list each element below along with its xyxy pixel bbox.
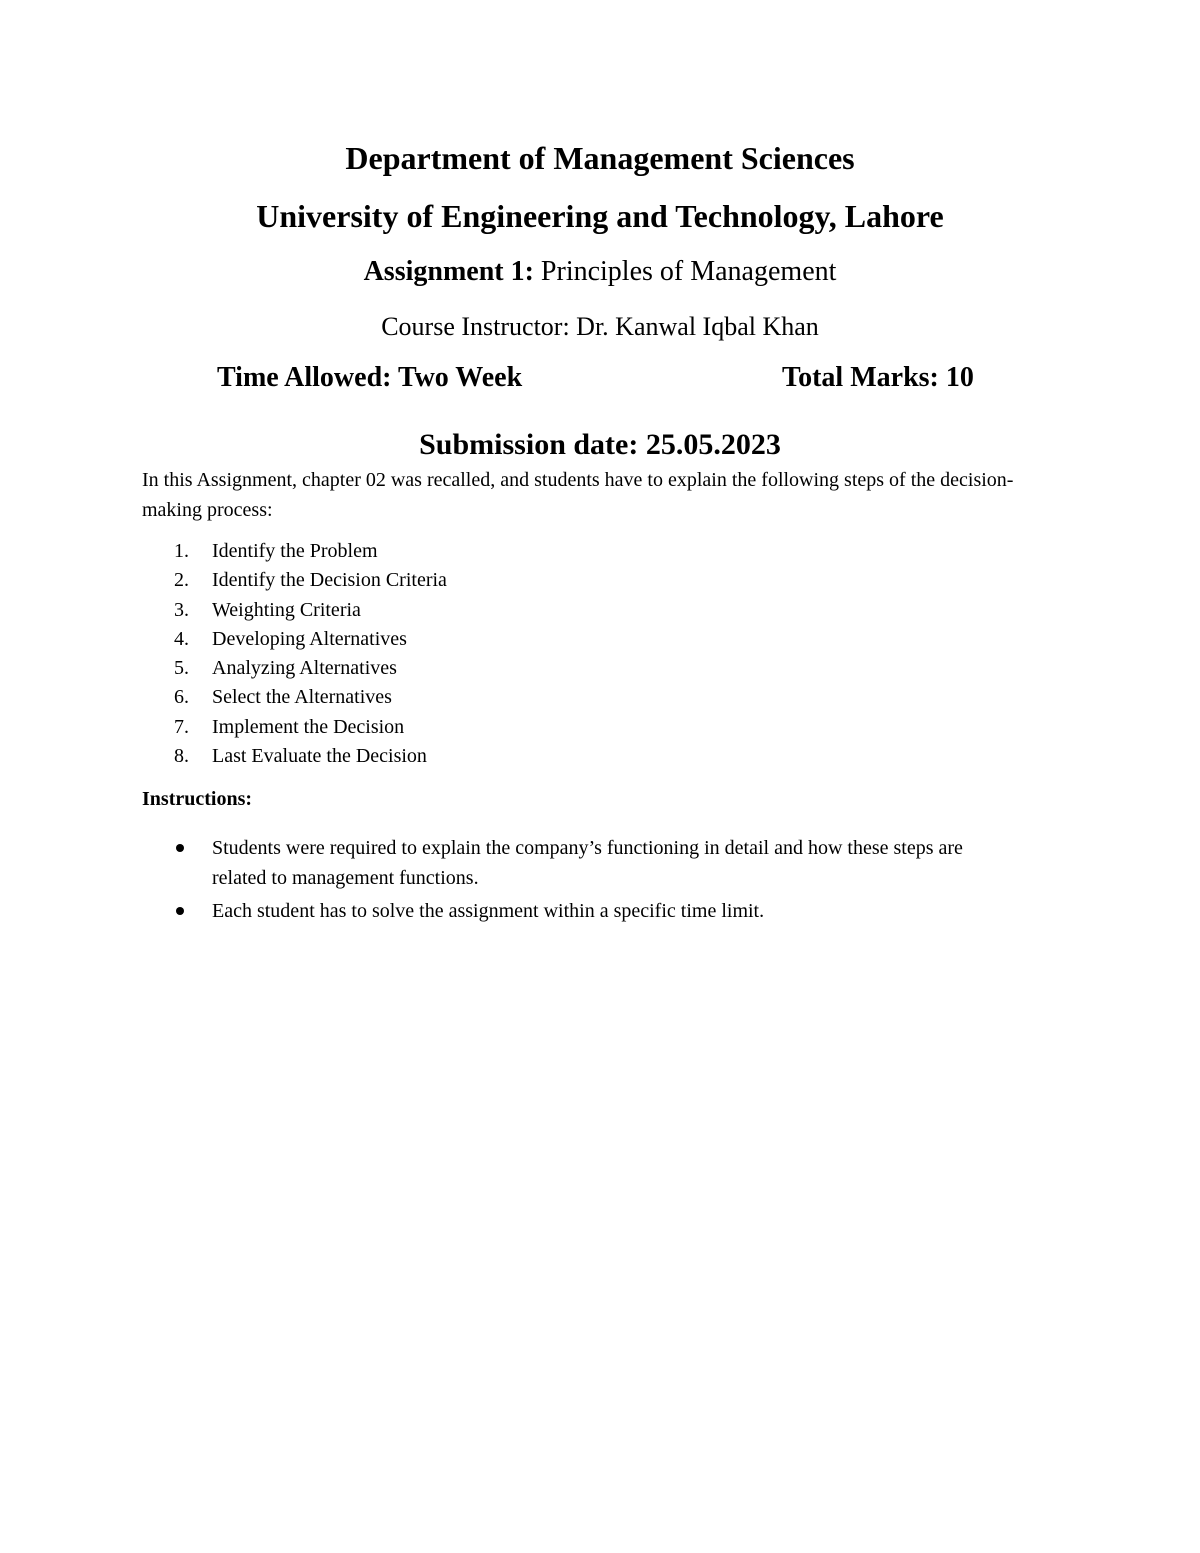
list-item-text: Identify the Decision Criteria: [212, 569, 447, 592]
list-item-number: 8.: [174, 745, 189, 768]
list-item-text: Weighting Criteria: [212, 598, 361, 621]
list-item-number: 1.: [174, 540, 189, 562]
list-item: [142, 713, 447, 742]
submission-date: Submission date: 25.05.2023: [419, 428, 781, 461]
list-item: [142, 566, 447, 595]
list-item: [142, 896, 1022, 926]
total-marks: Total Marks: 10: [782, 362, 974, 393]
decision-steps-list: [142, 537, 447, 771]
bullet-icon: [176, 907, 184, 915]
department-heading: Department of Management Sciences: [345, 140, 855, 176]
bullet-icon: [176, 844, 184, 852]
assignment-label: Assignment 1:: [363, 256, 534, 287]
instructions-heading: Instructions:: [142, 788, 253, 810]
list-item-number: 6.: [174, 686, 189, 709]
list-item: [142, 833, 1022, 893]
list-item-text: Each student has to solve the assignment within a specific time limit.: [212, 900, 765, 922]
list-item-text: Analyzing Alternatives: [212, 657, 397, 680]
list-item-number: 5.: [174, 657, 189, 680]
list-item-text: Developing Alternatives: [212, 627, 407, 650]
list-item-number: 3.: [174, 598, 189, 621]
assignment-title: Principles of Management: [540, 256, 837, 287]
university-heading: University of Engineering and Technology, Lahore: [256, 198, 944, 234]
list-item-text: Implement the Decision: [212, 715, 405, 738]
list-item-text: Select the Alternatives: [212, 686, 392, 709]
list-item: [142, 537, 447, 566]
list-item: [142, 683, 447, 712]
list-item-text: Students were required to explain the company’s functioning in detail and how these steps are related to management functions.: [212, 837, 963, 889]
intro-paragraph: In this Assignment, chapter 02 was recalled, and students have to explain the following steps of the decision-making process:: [142, 469, 1014, 521]
time-allowed: Time Allowed: Two Week: [217, 362, 523, 393]
list-item-number: 2.: [174, 569, 189, 592]
list-item: [142, 742, 447, 771]
list-item: [142, 596, 447, 625]
course-instructor: Course Instructor: Dr. Kanwal Iqbal Khan: [381, 312, 819, 341]
list-item: [142, 625, 447, 654]
list-item-number: 7.: [174, 715, 189, 738]
instructions-list: [142, 833, 1022, 926]
assignment-heading: [0, 256, 1200, 288]
list-item-text: Last Evaluate the Decision: [212, 745, 427, 768]
list-item-number: 4.: [174, 627, 189, 650]
list-item: [142, 654, 447, 683]
list-item-text: Identify the Problem: [212, 540, 378, 562]
